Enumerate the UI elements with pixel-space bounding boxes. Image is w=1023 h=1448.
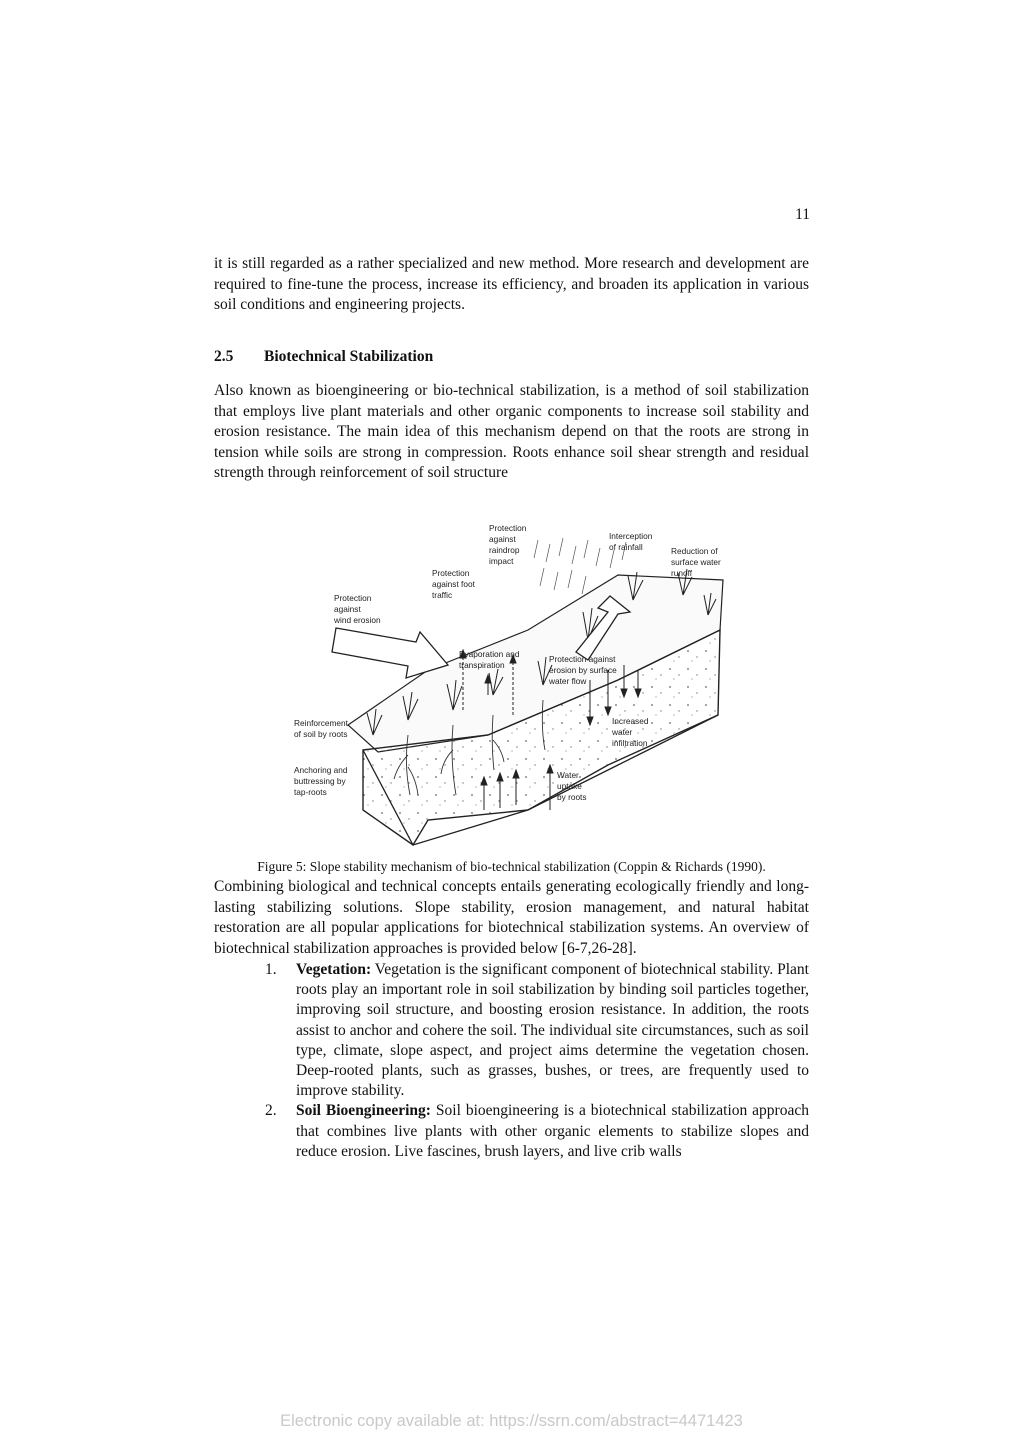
after-figure-paragraph: Combining biological and technical concepts entails generating ecologically friendly and long-lasting stabilizing solutions. Slope stability, erosion management, and natural habitat restoration are all popular applications for biotechnical stabilization systems. An overview of biotechnical stabilization approaches is provided below [6-7,26-28]. bbox=[214, 878, 809, 957]
wind-arrow bbox=[332, 628, 448, 678]
section-paragraph: Also known as bioengineering or bio-technical stabilization, is a method of soil stabilization that employs live plant materials and other organic components to increase soil stability and erosion resistance. The main idea of this mechanism depend on that the roots are strong in tension while soils are strong in compression. Roots enhance soil shear strength and residual strength through reinforcement of soil structure bbox=[214, 382, 809, 481]
footer-ssrn-notice: Electronic copy available at: https://ssrn.com/abstract=4471423 bbox=[280, 1412, 743, 1430]
label-anchoring: Anchoring and buttressing by tap-roots bbox=[294, 765, 348, 797]
label-surface-flow: Protection against erosion by surface water flow bbox=[549, 654, 617, 686]
label-infiltration: Increased water infiltration bbox=[612, 716, 649, 748]
label-foot-traffic: Protection against foot traffic bbox=[432, 568, 475, 600]
list-text: Vegetation is the significant component of biotechnical stability. Plant roots play an important role in soil stabilization by binding soil particles together, improving soil structure, and boosting erosion resistance. In addition, the roots assist to anchor and cohere the soil. The individual site circumstances, such as soil type, climate, slope aspect, and project aims determine the vegetation chosen. Deep-rooted plants, such as grasses, bushes, or trees, are frequently used to improve stability. bbox=[296, 961, 809, 1100]
label-evaporation: Evaporation and transpiration bbox=[459, 649, 520, 670]
list-marker: 2. bbox=[265, 1102, 277, 1120]
label-water-uptake: Water uptake by roots bbox=[557, 770, 587, 802]
label-rainfall: Interception of rainfall bbox=[609, 531, 653, 552]
label-raindrop: Protection against raindrop impact bbox=[489, 523, 527, 566]
intro-paragraph: it is still regarded as a rather specialized and new method. More research and development are required to fine-tune the process, increase its efficiency, and broaden its application in various soil conditions and engineering projects. bbox=[214, 255, 809, 313]
section-number: 2.5 bbox=[214, 348, 234, 365]
list-term: Soil Bioengineering: bbox=[296, 1102, 431, 1120]
figure-caption: Figure 5: Slope stability mechanism of bio-technical stabilization (Coppin & Richards (1990). bbox=[257, 859, 766, 874]
list-item bbox=[214, 960, 809, 1101]
approaches-list bbox=[214, 960, 809, 1162]
slope-diagram-illustration bbox=[288, 520, 728, 855]
page-number: 11 bbox=[795, 206, 810, 223]
label-wind-erosion: Protection against wind erosion bbox=[334, 593, 381, 625]
label-runoff: Reduction of surface water runoff bbox=[671, 546, 721, 578]
label-reinforcement: Reinforcement of soil by roots bbox=[294, 718, 348, 739]
list-marker: 1. bbox=[265, 961, 277, 978]
list-text: Soil bioengineering is a biotechnical stabilization approach that combines live plants with other organic elements to stabilize slopes and reduce erosion. Live fascines, brush layers, and live crib walls bbox=[296, 1102, 809, 1160]
list-item bbox=[214, 1101, 809, 1162]
section-heading bbox=[214, 348, 433, 366]
list-term: Vegetation: bbox=[296, 961, 372, 978]
figure-slope-stability bbox=[288, 520, 728, 855]
section-title: Biotechnical Stabilization bbox=[264, 348, 434, 365]
